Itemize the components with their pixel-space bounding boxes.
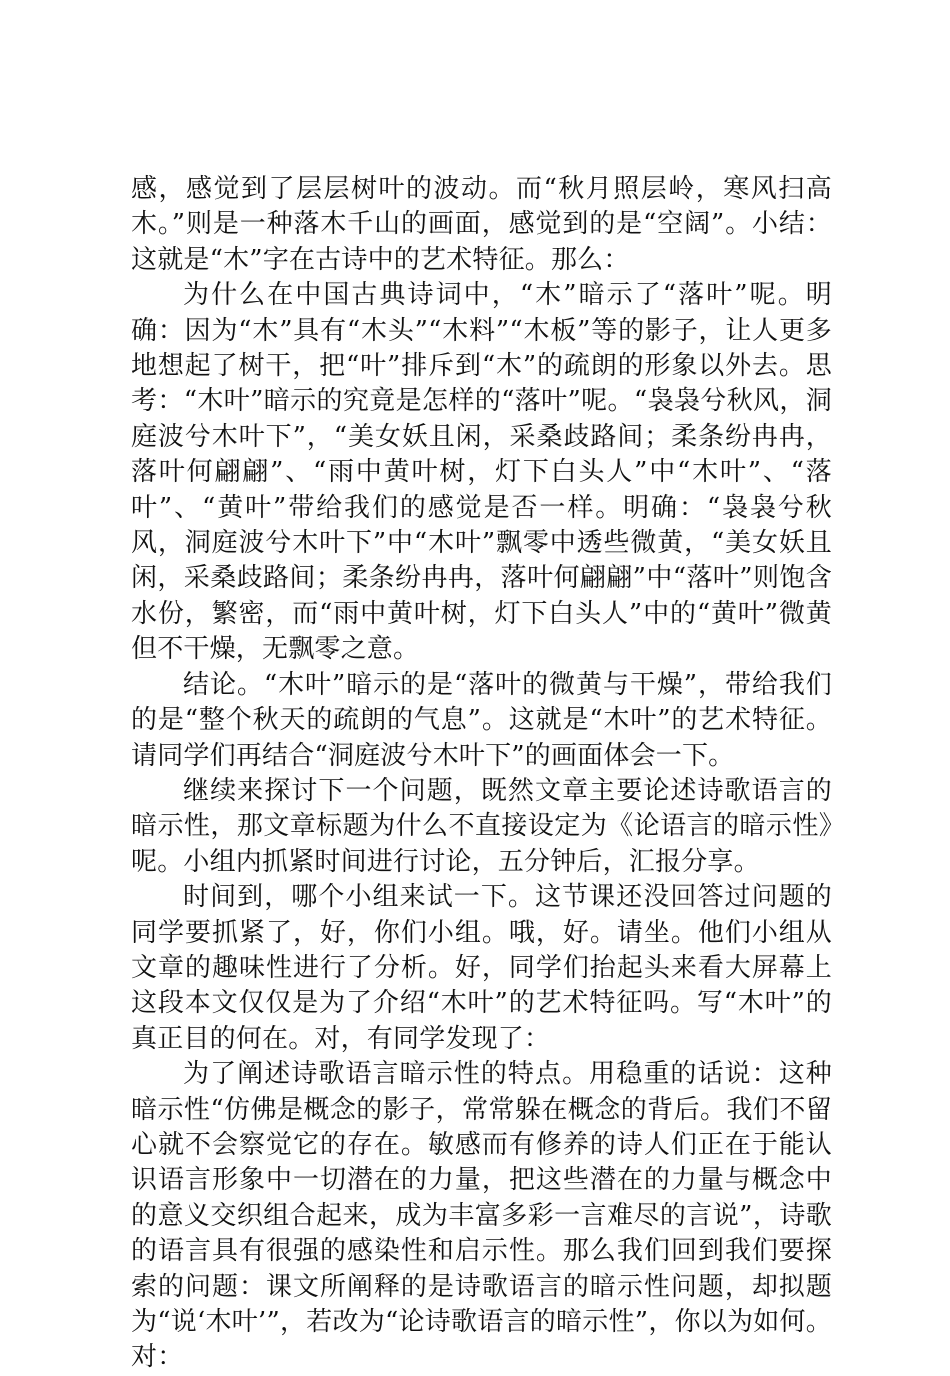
document-body xyxy=(131,172,832,1376)
paragraph: 时间到，哪个小组来试一下。这节课还没回答过问题的同学要抓紧了，好，你们小组。哦，好。请坐。他们小组从文章的趣味性进行了分析。好，同学们抬起头来看大屏幕上这段本文仅仅是为了介绍“木叶”的艺术特征吗。写“木叶”的真正目的何在。对，有同学发现了： xyxy=(131,882,832,1054)
paragraph: 为什么在中国古典诗词中，“木”暗示了“落叶”呢。明确：因为“木”具有“木头”“木料”“木板”等的影子，让人更多地想起了树干，把“叶”排斥到“木”的疏朗的形象以外去。思考：“木叶”暗示的究竟是怎样的“落叶”呢。“袅袅兮秋风，洞庭波兮木叶下”，“美女妖且闲，采桑歧路间；柔条纷冉冉，落叶何翩翩”、“雨中黄叶树，灯下白头人”中“木叶”、“落叶”、“黄叶”带给我们的感觉是否一样。明确：“袅袅兮秋风，洞庭波兮木叶下”中“木叶”飘零中透些微黄，“美女妖且闲，采桑歧路间；柔条纷冉冉，落叶何翩翩”中“落叶”则饱含水份，繁密，而“雨中黄叶树，灯下白头人”中的“黄叶”微黄但不干燥，无飘零之意。 xyxy=(131,280,832,665)
paragraph: 为了阐述诗歌语言暗示性的特点。用稳重的话说：这种暗示性“仿佛是概念的影子，常常躲在概念的背后。我们不留心就不会察觉它的存在。敏感而有修养的诗人们正在于能认识语言形象中一切潜在的力量，把这些潜在的力量与概念中的意义交织组合起来，成为丰富多彩一言难尽的言说”，诗歌的语言具有很强的感染性和启示性。那么我们回到我们要探索的问题：课文所阐释的是诗歌语言的暗示性问题，却拟题为“说‘木叶’”，若改为“论诗歌语言的暗示性”，你以为如何。对： xyxy=(131,1059,832,1373)
paragraph-continuation: 感，感觉到了层层树叶的波动。而“秋月照层岭，寒风扫高木。”则是一种落木千山的画面，感觉到的是“空阔”。小结：这就是“木”字在古诗中的艺术特征。那么： xyxy=(131,174,832,275)
paragraph: 结论。“木叶”暗示的是“落叶的微黄与干燥”，带给我们的是“整个秋天的疏朗的气息”。这就是“木叶”的艺术特征。请同学们再结合“洞庭波兮木叶下”的画面体会一下。 xyxy=(131,669,832,771)
paragraph: 继续来探讨下一个问题，既然文章主要论述诗歌语言的暗示性，那文章标题为什么不直接设定为《论语言的暗示性》呢。小组内抓紧时间进行讨论，五分钟后，汇报分享。 xyxy=(131,775,832,877)
